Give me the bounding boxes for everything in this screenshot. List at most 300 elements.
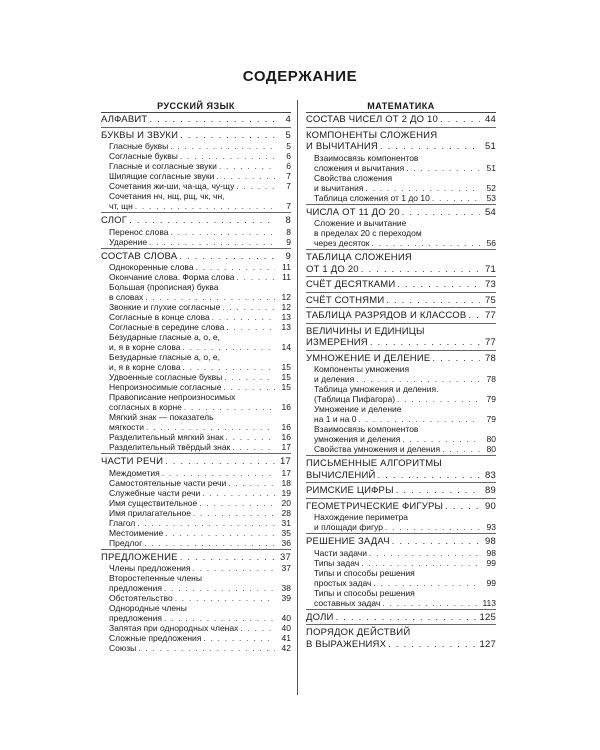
dot-leader [180,151,275,161]
toc-chapter[interactable] [306,353,496,365]
toc-chapter[interactable] [101,251,291,263]
page-number: 11 [282,272,291,282]
dot-leader [226,322,275,332]
dot-leader [432,193,480,203]
dot-leader [440,114,480,126]
toc-entry-text: составных задач [314,597,381,608]
toc-entry-text: Большая (прописная) буква [109,282,219,292]
toc-entry-text: ПИСЬМЕННЫЕ АЛГОРИТМЫ [306,458,442,469]
toc-chapter[interactable] [306,627,496,639]
page-number: 18 [281,477,291,488]
toc-chapter[interactable] [306,485,496,497]
toc-entry-text: Члены предложения [109,563,191,573]
toc-entry-text: СЧЁТ СОТНЯМИ [306,294,385,306]
toc-entry-text: Обстоятельство [109,593,173,603]
toc-topic[interactable] [306,173,496,183]
toc-chapter[interactable] [306,326,496,338]
page-number: 37 [280,551,291,563]
toc-entry-text: ЧАСТИ РЕЧИ [101,456,164,467]
toc-entry-text: ГЕОМЕТРИЧЕСКИЕ ФИГУРЫ [306,500,444,512]
page-number: 78 [486,374,496,384]
toc-entry-text: ОТ 1 ДО 20 [306,263,359,275]
page-number: 42 [281,643,291,653]
page-number: 125 [479,611,496,623]
toc-topic[interactable] [306,548,496,558]
page-number: 89 [485,485,496,496]
toc-section [306,295,496,309]
toc-topic[interactable] [306,598,496,608]
toc-topic[interactable] [101,181,291,191]
toc-topic[interactable] [101,488,291,498]
toc-entry-text: ПОРЯДОК ДЕЙСТВИЙ [306,627,411,638]
column-math [306,100,496,653]
toc-entry-text: Части задачи [314,547,367,558]
dot-leader [356,374,480,384]
toc-topic[interactable] [306,404,496,414]
toc-entry-text: Перенос слова [109,226,169,237]
toc-topic[interactable] [101,332,291,342]
dot-leader [228,478,275,488]
toc-section [306,536,496,610]
toc-entry-text: БУКВЫ И ЗВУКИ [101,129,179,141]
dot-leader [406,163,480,173]
page-number: 113 [482,597,496,608]
toc-entry-text: Взаимосвязь компонентов [314,152,419,163]
dot-leader [236,272,275,282]
toc-chapter[interactable] [306,612,496,624]
page-number: 83 [485,469,496,481]
toc-entry-text: и площади фигур [314,522,384,532]
toc-topic[interactable] [101,352,291,362]
dot-leader [216,171,275,181]
toc-entry-text: Удвоенные согласные буквы [109,372,223,382]
toc-entry-text: и, я в корне слова [109,342,181,352]
toc-chapter[interactable] [306,130,496,142]
toc-topic[interactable] [306,424,496,434]
toc-chapter[interactable] [306,536,496,548]
dot-leader [402,207,480,219]
toc-entry-text: Типы задач [314,557,360,568]
toc-entry-text: Союзы [109,643,137,653]
toc-topic[interactable] [101,538,291,548]
toc-entry-text: Ударение [109,236,148,247]
dot-leader [223,382,275,392]
toc-entry-text: Второстепенные члены [109,573,202,583]
dot-leader [212,312,275,322]
toc-entry-text: Согласные буквы [109,151,178,161]
page-number: 56 [486,238,496,248]
page-number: 16 [281,432,291,442]
toc-entry-text: РЕШЕНИЕ ЗАДАЧ [306,536,390,547]
toc-topic[interactable] [101,633,291,643]
toc-section [101,130,291,214]
toc-topic[interactable] [101,573,291,583]
toc-section [306,279,496,293]
page-number: 37 [281,563,291,573]
toc-entry-text: Гласные и согласные звуки [109,161,217,171]
toc-topic[interactable] [101,583,291,593]
toc-entry-text: Сложные предложения [109,633,202,643]
toc-entry-text: предложения [109,613,162,623]
toc-entry-text: Типы и способы решения [314,567,415,578]
toc-topic[interactable] [306,434,496,444]
page-number: 79 [486,414,496,424]
dot-leader [397,279,480,291]
toc-list-russian [101,114,291,654]
dot-leader [361,264,480,276]
dot-leader [240,623,275,633]
toc-entry-text: Гласные буквы [109,141,169,151]
dot-leader [232,442,275,452]
page-number: 20 [281,497,291,508]
toc-entry-text: ВЕЛИЧИНЫ И ЕДИНИЦЫ [306,325,425,337]
page-number: 12 [281,302,291,312]
dot-leader [378,470,480,482]
page-number: 7 [286,181,291,191]
toc-topic[interactable] [101,282,291,292]
toc-entry-text: Местоимение [109,527,164,538]
toc-entry-text: ПРЕДЛОЖЕНИЕ [101,551,178,563]
toc-entry-text: Междометия [109,467,160,478]
dot-leader [203,633,275,643]
toc-topic[interactable] [101,498,291,508]
page-number: 15 [281,382,291,392]
toc-entry-text: Безударные гласные а, о, е, [109,352,220,362]
page-number: 40 [281,623,291,633]
toc-entry-text: Звонкие и глухие согласные [109,302,221,312]
page-number: 6 [286,161,291,171]
toc-topic[interactable] [101,362,291,372]
page-number: 73 [485,279,496,290]
toc-entry-text: ЧИСЛА ОТ 11 ДО 20 [306,206,400,218]
toc-topic[interactable] [101,518,291,528]
dot-leader [144,538,275,548]
toc-topic[interactable] [306,578,496,588]
toc-entry-text: Мягкий знак — показатель [109,412,214,422]
column-russian [101,100,291,656]
toc-topic[interactable] [306,444,496,454]
toc-entry-text: Самостоятельные части речи [109,477,227,488]
dot-leader [359,414,481,424]
page-number: 28 [281,507,291,518]
dot-leader [180,552,275,564]
toc-entry-text: АЛФАВИТ [101,114,148,125]
page-number: 17 [281,467,291,478]
toc-topic[interactable] [101,312,291,322]
toc-topic[interactable] [101,563,291,573]
dot-leader [224,372,275,382]
toc-topic[interactable] [101,342,291,352]
toc-section [306,627,496,651]
dot-leader [385,522,480,532]
toc-chapter[interactable] [101,552,291,564]
toc-entry-text: И ВЫЧИТАНИЯ [306,141,378,152]
column-heading-russian: РУССКИЙ ЯЗЫК [101,100,291,113]
toc-entry-text: Согласные в середине слова [109,322,225,332]
page-number: 127 [479,638,496,650]
toc-section [306,485,496,499]
toc-topic[interactable] [101,603,291,613]
toc-chapter[interactable] [101,114,291,126]
toc-topic[interactable] [101,432,291,442]
page-number: 77 [485,310,496,321]
toc-topic[interactable] [101,227,291,237]
toc-topic[interactable] [101,262,291,272]
toc-entry-text: Имя существительное [109,497,198,508]
toc-topic[interactable] [101,171,291,181]
dot-leader [138,643,275,653]
toc-entry-text: и деления [314,374,355,384]
toc-chapter[interactable] [306,264,496,276]
toc-topic[interactable] [101,161,291,171]
toc-chapter[interactable] [306,295,496,307]
page-number: 98 [486,547,496,558]
toc-entry-text: (Таблица Пифагора) [314,394,396,404]
toc-topic[interactable] [101,643,291,653]
dot-leader [382,598,480,608]
toc-entry-text: простых задач [314,577,372,588]
toc-topic[interactable] [306,512,496,522]
toc-section [101,456,291,550]
toc-topic[interactable] [306,163,496,173]
toc-chapter[interactable] [306,207,496,219]
page-number: 54 [485,206,496,218]
page-number: 52 [486,182,496,193]
toc-entry-text: Сложение и вычитание [314,218,407,228]
dot-leader [380,141,480,153]
toc-topic[interactable] [101,322,291,332]
toc-entry-text: чт, щн [109,201,133,211]
toc-entry-text: Окончание слова. Форма слова [109,272,235,282]
column-divider [297,100,298,695]
toc-entry-text: Служебные части речи [109,487,201,498]
toc-chapter[interactable] [101,215,291,227]
page-number: 19 [281,487,291,498]
page-number: 7 [286,171,291,181]
toc-entry-text: согласных в корне [109,402,182,412]
dot-leader [171,227,275,237]
toc-topic[interactable] [101,412,291,422]
page-number: 90 [485,500,496,512]
dot-leader [369,548,480,558]
toc-chapter[interactable] [306,141,496,153]
toc-topic[interactable] [306,558,496,568]
page-number: 17 [280,456,291,467]
toc-chapter[interactable] [306,337,496,349]
toc-topic[interactable] [101,593,291,603]
toc-entry-text: и, я в корне слова [109,362,181,372]
page-number: 5 [286,141,291,151]
toc-chapter[interactable] [306,310,496,322]
dot-leader [432,353,480,365]
toc-entry-text: ДОЛИ [306,611,334,623]
toc-topic[interactable] [306,588,496,598]
toc-entry-text: Нахождение периметра [314,512,408,522]
toc-entry-text: РИМСКИЕ ЦИФРЫ [306,485,394,496]
toc-chapter[interactable] [306,114,496,126]
toc-entry-text: Однокоренные слова [109,262,194,272]
toc-topic[interactable] [101,151,291,161]
page-number: 17 [281,442,291,452]
toc-entry-text: СОСТАВ СЛОВА [101,250,178,262]
toc-list-math [306,114,496,651]
toc-section [306,326,496,351]
toc-chapter[interactable] [306,279,496,291]
page-number: 79 [486,394,496,404]
toc-topic[interactable] [306,153,496,163]
toc-topic[interactable] [306,414,496,424]
toc-topic[interactable] [101,191,291,201]
dot-leader [202,488,275,498]
toc-entry-text: ТАБЛИЦА РАЗРЯДОВ И КЛАССОВ [306,310,467,321]
toc-entry-text: Шипящие согласные звуки [109,171,215,181]
toc-entry-text: КОМПОНЕНТЫ СЛОЖЕНИЯ [306,129,438,141]
toc-topic[interactable] [101,613,291,623]
dot-leader [397,394,480,404]
page-number: 78 [485,352,496,364]
dot-leader [183,362,275,372]
page-number: 15 [281,362,291,372]
toc-section [101,215,291,249]
toc-entry-text: УМНОЖЕНИЕ И ДЕЛЕНИЕ [306,352,431,364]
dot-leader [165,456,275,468]
page-number: 15 [281,372,291,382]
toc-topic[interactable] [306,238,496,248]
toc-entry-text: Разделительный твёрдый знак [109,442,231,452]
toc-topic[interactable] [101,272,291,282]
toc-entry-text: Таблица сложения от 1 до 10 [314,192,430,203]
toc-entry-text: Однородные члены [109,603,187,613]
dot-leader [219,161,275,171]
toc-topic[interactable] [306,218,496,228]
toc-entry-text: Таблица умножения и деления. [314,384,439,394]
toc-topic[interactable] [306,193,496,203]
dot-leader [183,342,275,352]
toc-topic[interactable] [101,402,291,412]
toc-topic[interactable] [101,292,291,302]
toc-chapter[interactable] [306,639,496,651]
toc-topic[interactable] [101,422,291,432]
toc-entry-text: умножения и деления [314,434,401,444]
toc-topic[interactable] [101,468,291,478]
dot-leader [199,498,275,508]
toc-entry-text: СЧЁТ ДЕСЯТКАМИ [306,279,396,290]
dot-leader [392,536,480,548]
toc-entry-text: Сочетания нч, нщ, рщ, чк, чн, [109,191,225,201]
page-number: 51 [485,141,496,152]
toc-topic[interactable] [101,623,291,633]
toc-section [306,252,496,277]
toc-topic[interactable] [306,183,496,193]
toc-entry-text: ВЫЧИСЛЕНИЙ [306,469,376,481]
toc-topic[interactable] [101,442,291,452]
toc-topic[interactable] [306,522,496,532]
toc-entry-text: Сочетания жи-ши, ча-ща, чу-щу [109,181,235,191]
page-number: 9 [285,250,291,262]
page-number: 77 [485,337,496,348]
toc-section [306,458,496,483]
page-number: 99 [486,557,496,568]
toc-chapter[interactable] [306,252,496,264]
toc-topic[interactable] [101,392,291,402]
page-number: 5 [285,129,291,141]
toc-section [101,552,291,655]
page-number: 16 [281,402,291,412]
toc-topic[interactable] [101,237,291,247]
page-number: 75 [485,294,496,306]
toc-entry-text: Запятая при однородных членах [109,623,239,633]
toc-topic[interactable] [101,508,291,518]
toc-chapter[interactable] [101,130,291,142]
dot-leader [135,201,275,211]
toc-topic[interactable] [306,374,496,384]
toc-entry-text: Правописание непроизносимых [109,392,236,402]
toc-section [306,501,496,535]
dot-leader [179,251,275,263]
dot-leader [468,310,480,322]
toc-entry-text: сложения и вычитания [314,162,405,173]
dot-leader [371,238,480,248]
page-number: 8 [285,215,291,226]
dot-leader [165,528,275,538]
toc-chapter[interactable] [101,456,291,468]
toc-chapter[interactable] [306,470,496,482]
toc-topic[interactable] [306,364,496,374]
dot-leader [373,578,480,588]
dot-leader [180,130,275,142]
toc-section [306,114,496,128]
toc-topic[interactable] [101,302,291,312]
toc-topic[interactable] [101,478,291,488]
page-number: 14 [281,342,291,352]
toc-section [101,251,291,455]
toc-entry-text: Имя прилагательное [109,507,191,518]
toc-entry-text: на 1 и на 0 [314,414,357,424]
dot-leader [162,468,275,478]
toc-section [101,114,291,128]
dot-leader [361,558,480,568]
toc-entry-text: СОСТАВ ЧИСЕЛ ОТ 2 ДО 10 [306,114,439,125]
toc-topic[interactable] [101,141,291,151]
page-number: 8 [286,226,291,237]
toc-topic[interactable] [101,382,291,392]
page-number: 40 [281,613,291,623]
page-number: 13 [281,312,291,322]
toc-topic[interactable] [306,384,496,394]
toc-topic[interactable] [306,228,496,238]
toc-entry-text: Умножение и деление [314,404,402,414]
dot-leader [370,337,480,349]
toc-section [306,207,496,251]
toc-topic[interactable] [101,372,291,382]
dot-leader [386,295,480,307]
dot-leader [445,501,480,513]
toc-topic[interactable] [306,568,496,578]
page-number: 12 [281,292,291,302]
toc-entry-text: В ВЫРАЖЕНИЯХ [306,638,387,650]
page-number: 98 [485,536,496,547]
toc-topic[interactable] [306,394,496,404]
page-number: 16 [281,422,291,432]
toc-section [306,310,496,324]
page-number: 6 [286,151,291,161]
toc-chapter[interactable] [306,458,496,470]
dot-leader [145,292,275,302]
toc-topic[interactable] [101,528,291,538]
toc-topic[interactable] [101,201,291,211]
dot-leader [146,422,275,432]
toc-chapter[interactable] [306,501,496,513]
